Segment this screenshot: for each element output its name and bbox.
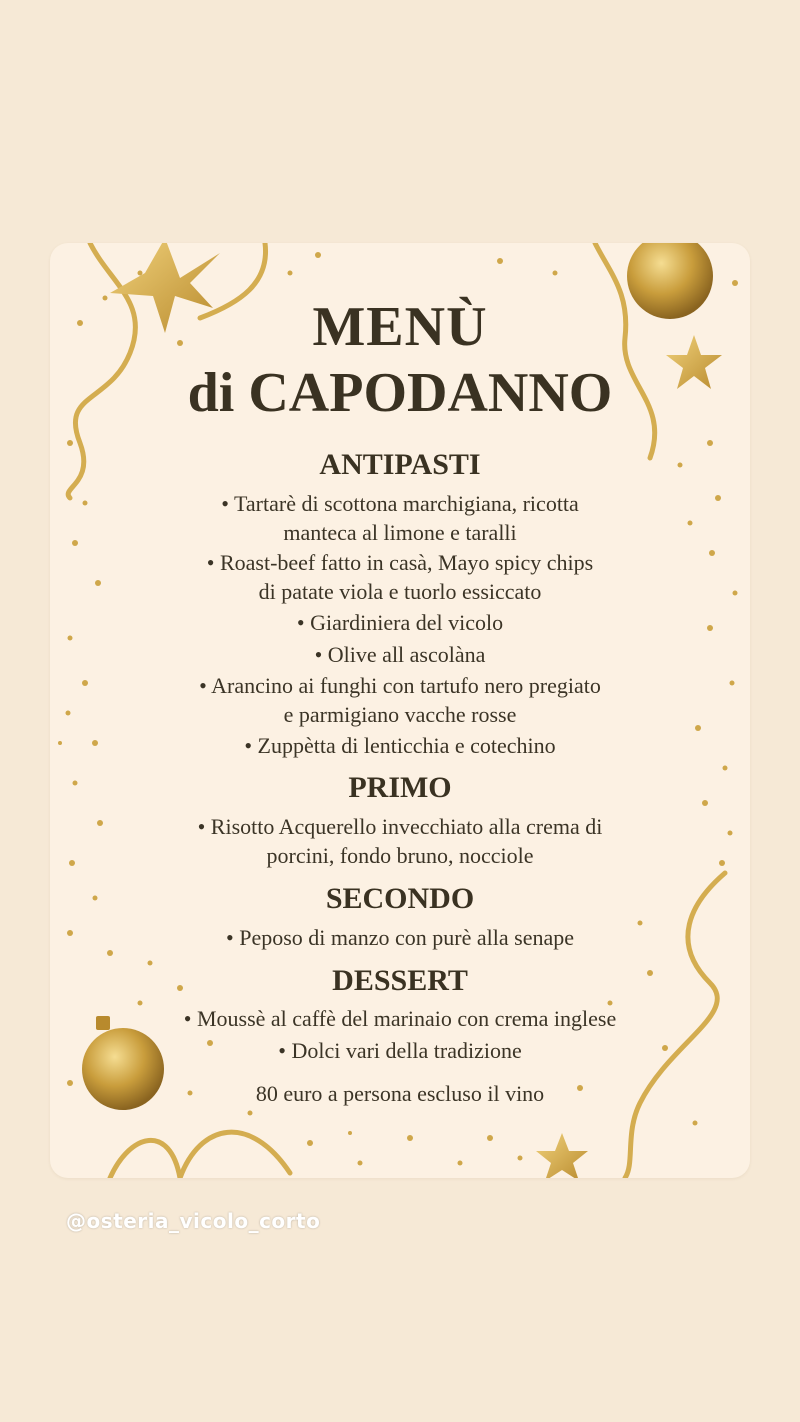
menu-item: • Dolci vari della tradizione <box>50 1036 750 1065</box>
menu-item: • Arancino ai funghi con tartufo nero pregiato e parmigiano vacche rosse <box>50 671 750 729</box>
menu-item: • Peposo di manzo con purè alla senape <box>50 923 750 952</box>
section-heading-antipasti: ANTIPASTI <box>319 448 481 481</box>
price-note: 80 euro a persona escluso il vino <box>255 1081 545 1106</box>
menu-item: • Giardiniera del vicolo <box>50 608 750 637</box>
menu-title: MENÙ <box>312 296 488 358</box>
menu-item: • Olive all ascolàna <box>50 640 750 669</box>
account-mention-sticker[interactable]: @osteria_vicolo_corto <box>66 1209 321 1233</box>
section-heading-primo: PRIMO <box>348 771 452 804</box>
menu-subtitle: di CAPODANNO <box>187 362 613 424</box>
menu-item: • Moussè al caffè del marinaio con crema inglese <box>50 1004 750 1033</box>
menu-content <box>50 243 750 1178</box>
menu-item: • Risotto Acquerello invecchiato alla crema di porcini, fondo bruno, nocciole <box>50 812 750 870</box>
section-heading-dessert: DESSERT <box>332 964 468 997</box>
menu-card <box>50 243 750 1178</box>
menu-item: • Roast-beef fatto in casà, Mayo spicy chips di patate viola e tuorlo essiccato <box>50 548 750 606</box>
menu-item: • Tartarè di scottona marchigiana, ricotta manteca al limone e taralli <box>50 489 750 547</box>
section-heading-secondo: SECONDO <box>325 882 475 915</box>
menu-item: • Zuppètta di lenticchia e cotechino <box>50 731 750 760</box>
